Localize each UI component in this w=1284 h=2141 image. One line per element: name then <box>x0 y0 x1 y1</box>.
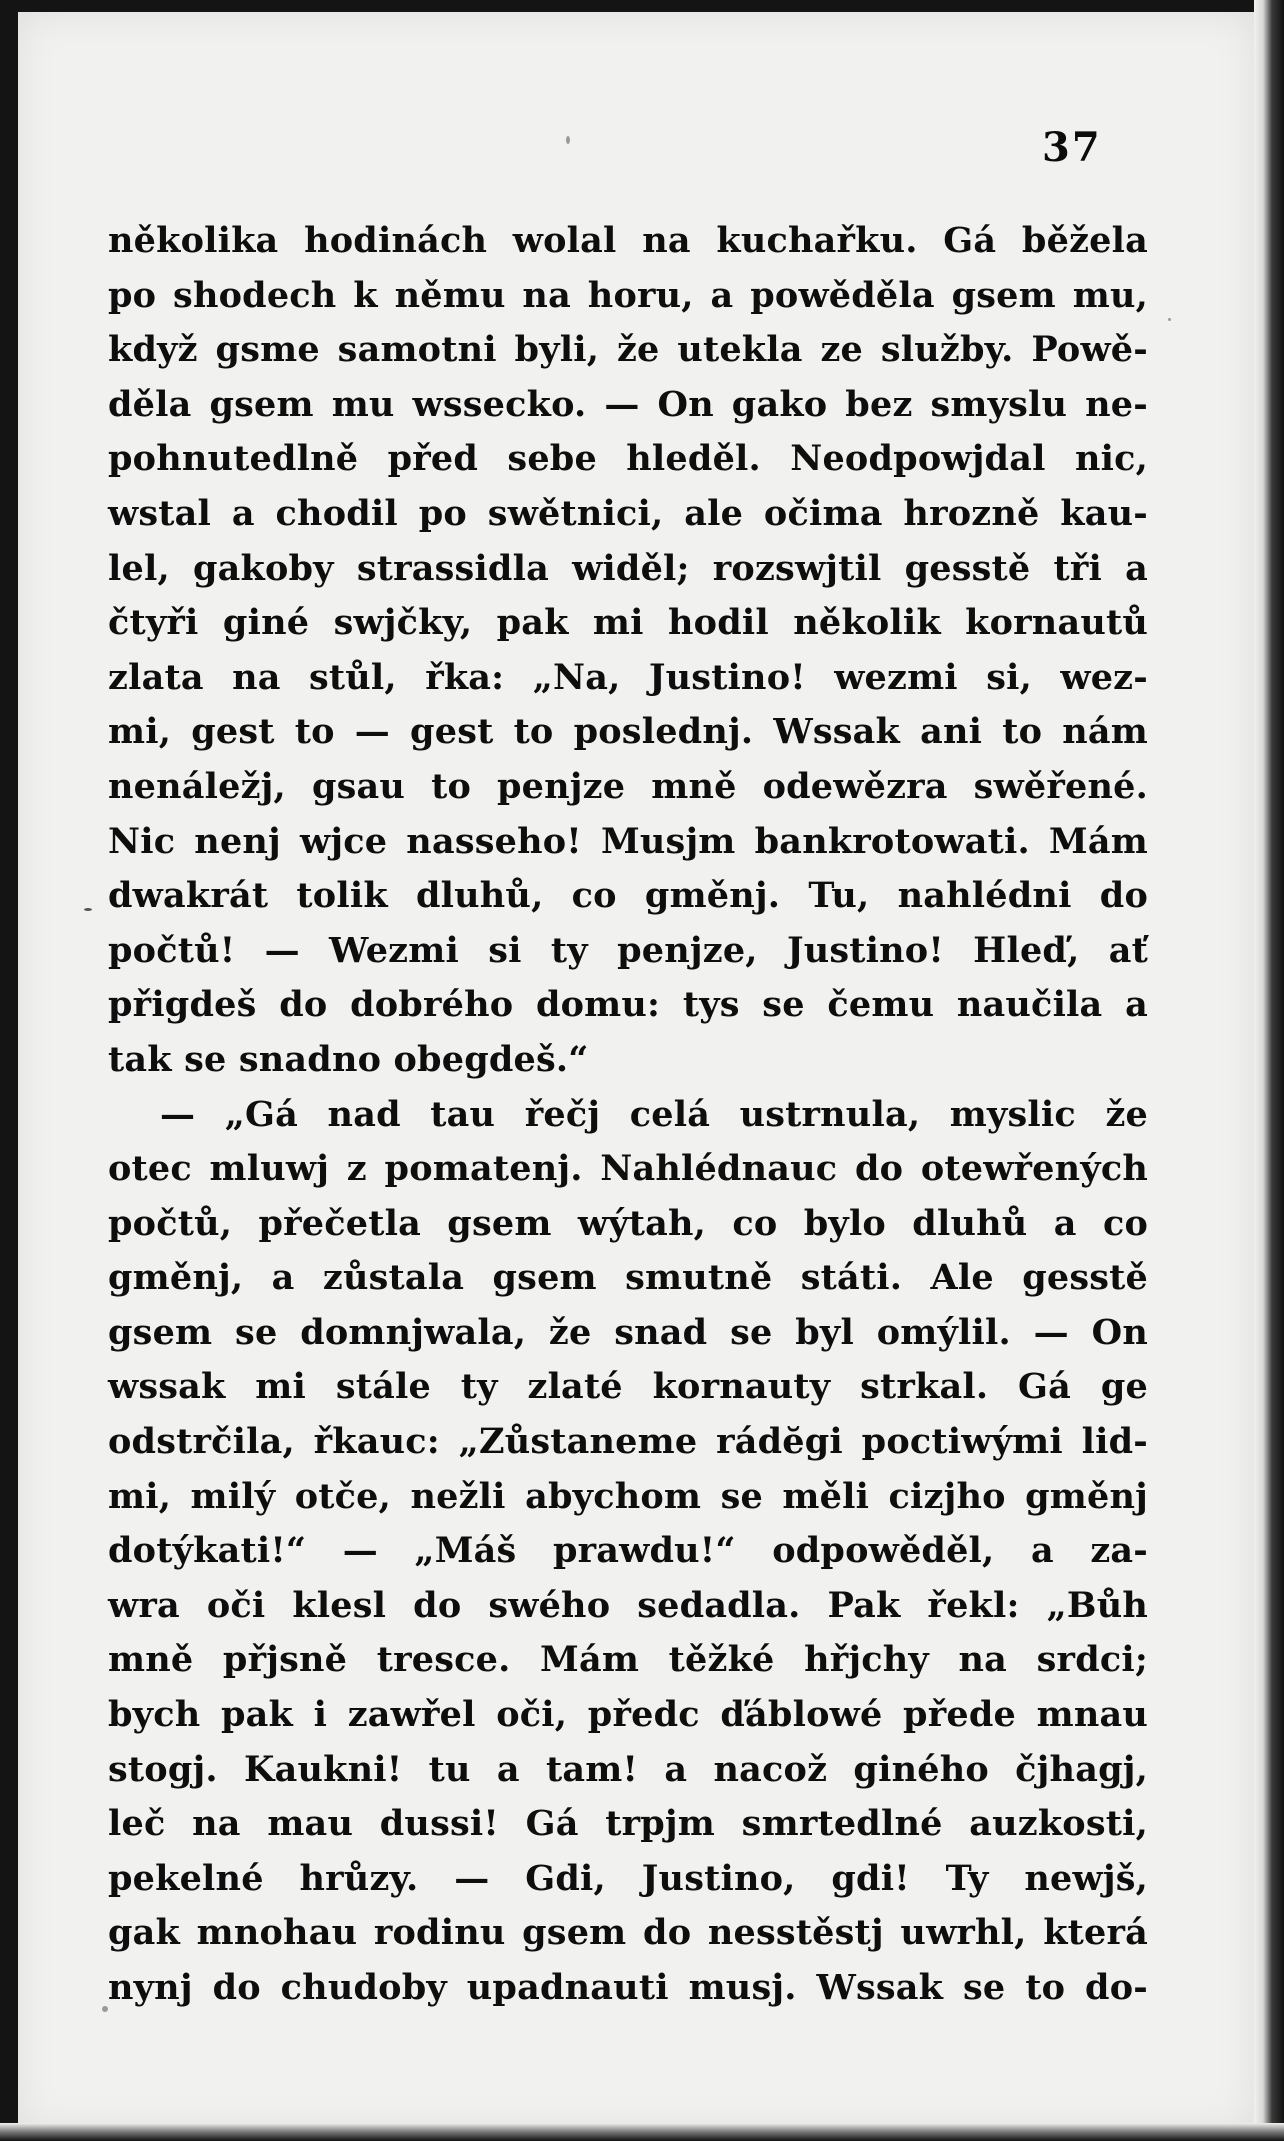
text-line: bych pak i zawřel oči, předc ďáblowé přede mnau <box>108 1694 1148 1736</box>
text-line: počtů, přečetla gsem wýtah, co bylo dluhů a co <box>108 1202 1148 1244</box>
text-line: dotýkati!“ — „Máš prawdu!“ odpowěděl, a za- <box>108 1530 1148 1572</box>
text-line: dwakrát tolik dluhů, co gměnj. Tu, nahlédni do <box>108 875 1148 917</box>
text-line: nynj do chudoby upadnauti musj. Wssak se to do- <box>108 1967 1148 2008</box>
page-number: 37 <box>1042 124 1102 171</box>
text-line: wra oči klesl do swého sedadla. Pak řekl: „Bůh <box>108 1584 1148 1626</box>
text-line: leč na mau dussi! Gá trpjm smrtedlné auzkosti, <box>108 1803 1148 1845</box>
text-line: mi, milý otče, nežli abychom se měli cizjho gměnj <box>108 1475 1148 1517</box>
text-line: Nic nenj wjce nasseho! Musjm bankrotowati. Mám <box>108 820 1148 862</box>
text-line: gsem se domnjwala, že snad se byl omýlil. — On <box>108 1311 1148 1353</box>
ink-speck <box>1168 318 1171 321</box>
text-line: nenáležj, gsau to penjze mně odewězra swěřené. <box>108 765 1148 807</box>
text-line: několika hodinách wolal na kuchařku. Gá běžela <box>108 220 1148 261</box>
text-line: wstal a chodil po swětnici, ale očima hrozně kau- <box>108 492 1148 534</box>
text-line: přigdeš do dobrého domu: tys se čemu naučila a <box>108 984 1148 1026</box>
text-line: mně přjsně tresce. Mám těžké hřjchy na srdci; <box>108 1639 1148 1681</box>
text-line: čtyři giné swjčky, pak mi hodil několik kornautů <box>108 602 1148 644</box>
text-line: děla gsem mu wssecko. — On gako bez smyslu ne- <box>108 383 1148 425</box>
text-line: počtů! — Wezmi si ty penjze, Justino! Hleď, ať <box>108 929 1148 971</box>
page-edge-bottom <box>0 2123 1284 2141</box>
text-line: — „Gá nad tau řečj celá ustrnula, myslic že <box>160 1093 1148 1135</box>
text-line: pohnutedlně před sebe hleděl. Neodpowjdal nic, <box>108 438 1148 480</box>
text-line: gměnj, a zůstala gsem smutně státi. Ale gesstě <box>108 1257 1148 1299</box>
text-line: mi, gest to — gest to poslednj. Wssak ani to nám <box>108 711 1148 753</box>
text-line: wssak mi stále ty zlaté kornauty strkal. Gá ge <box>108 1366 1148 1408</box>
text-line: zlata na stůl, řka: „Na, Justino! wezmi si, wez- <box>108 656 1148 698</box>
text-line: otec mluwj z pomatenj. Nahlédnauc do otewřených <box>108 1148 1148 1190</box>
text-line: stogj. Kaukni! tu a tam! a nacož giného čjhagj, <box>108 1748 1148 1790</box>
text-line: tak se snadno obegdeš.“ <box>108 1038 589 1080</box>
ink-speck <box>84 908 92 911</box>
text-line: gak mnohau rodinu gsem do nesstěstj uwrhl, která <box>108 1912 1148 1954</box>
text-line: když gsme samotni byli, že utekla ze služby. Powě- <box>108 329 1148 371</box>
body-text <box>108 214 1148 2016</box>
ink-speck <box>566 136 570 144</box>
text-line: lel, gakoby strassidla widěl; rozswjtil gesstě tři a <box>108 547 1148 589</box>
text-line: pekelné hrůzy. — Gdi, Justino, gdi! Ty newjš, <box>108 1857 1148 1899</box>
page-edge-right <box>1254 0 1284 2141</box>
text-line: po shodech k němu na horu, a powěděla gsem mu, <box>108 274 1148 316</box>
text-line: odstrčila, řkauc: „Zůstaneme rádĕgi poctiwými lid- <box>108 1421 1148 1463</box>
